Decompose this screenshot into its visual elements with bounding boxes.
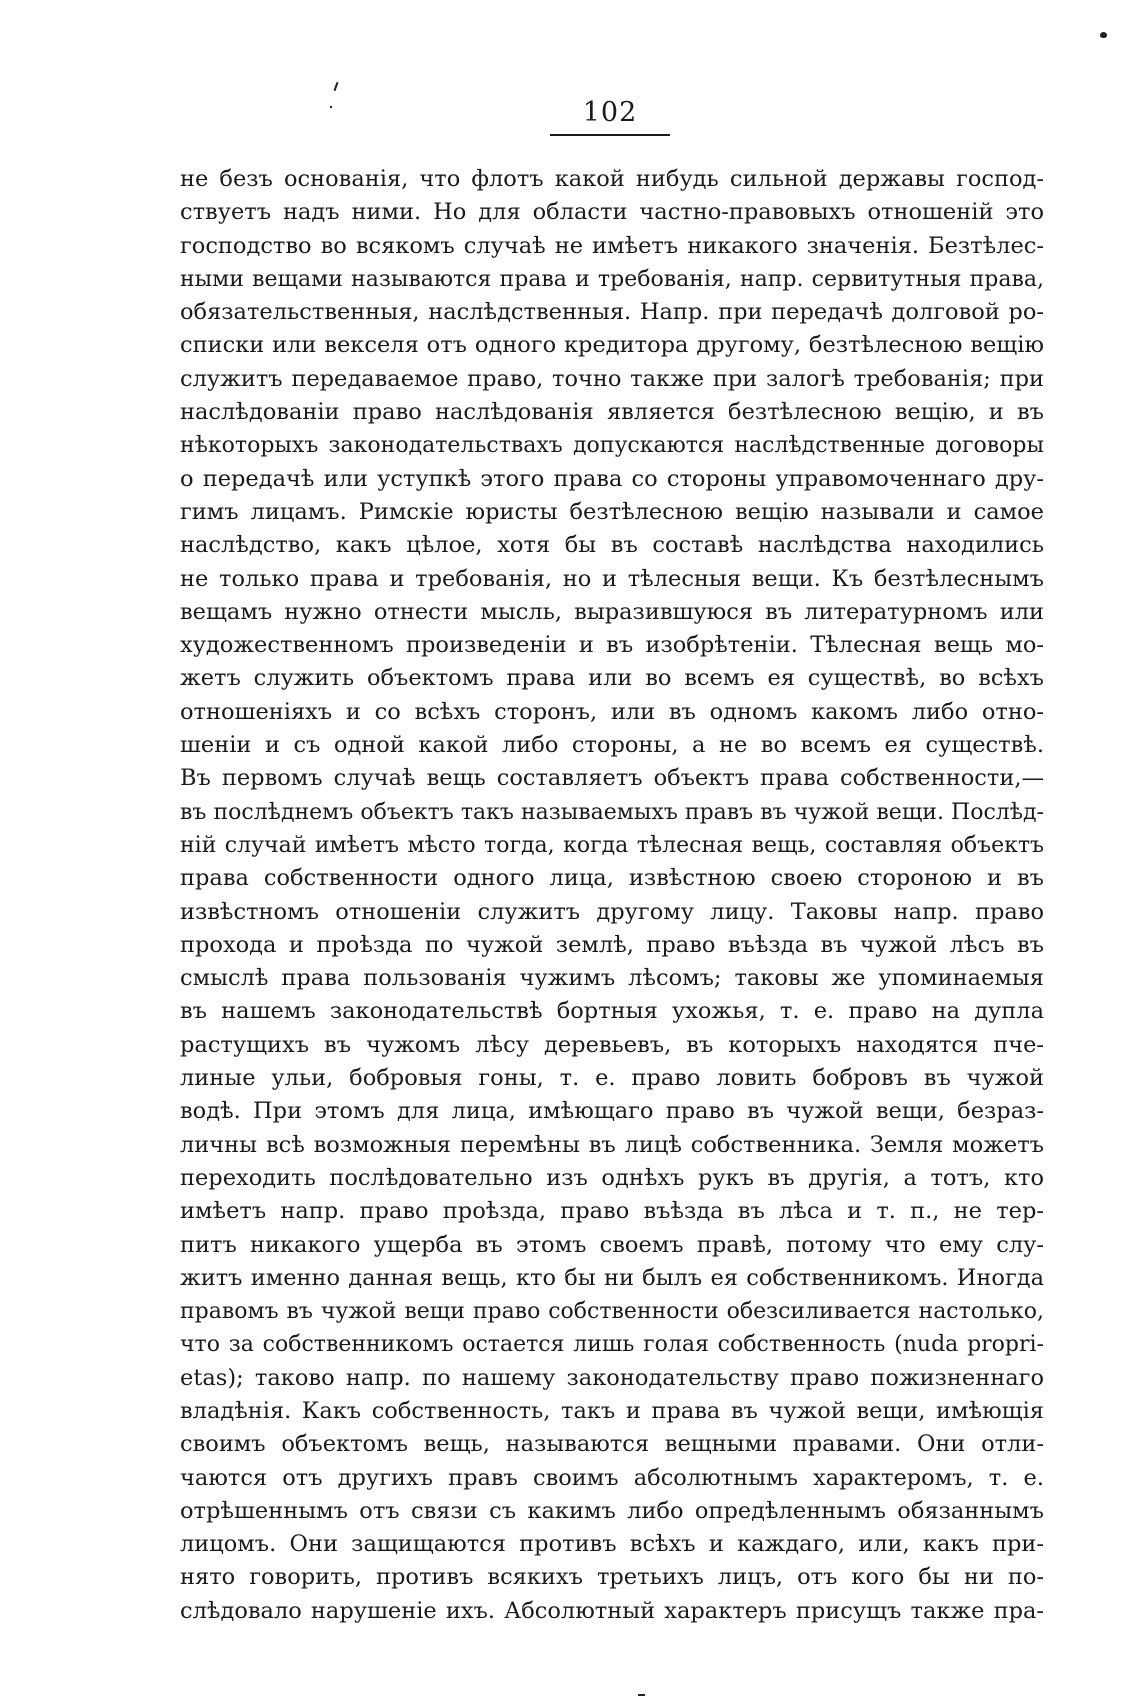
text-line: etas); таково напр. по нашему законодательству право пожизненнаго — [180, 1364, 1044, 1391]
ink-speck — [638, 1694, 645, 1696]
ink-speck — [334, 82, 339, 91]
text-line: господство во всякомъ случаѣ не имѣетъ никакого значенія. Безтѣлес- — [180, 232, 1044, 259]
ink-speck — [330, 106, 332, 108]
text-line: ными вещами называются права и требованія, напр. сервитутныя права, — [180, 266, 1044, 292]
text-line: наслѣдованіи право наслѣдованія является безтѣлесною вещію, и въ — [180, 399, 1044, 426]
text-line: слѣдовало нарушеніе ихъ. Абсолютный характеръ присущъ также пра- — [180, 1597, 1044, 1624]
text-line: служитъ передаваемое право, точно также при залогѣ требованія; при — [180, 365, 1044, 392]
text-line: не безъ основанія, что флотъ какой нибудь сильной державы господ- — [180, 166, 1044, 192]
text-line: прохода и проѣзда по чужой землѣ, право въѣзда въ чужой лѣсъ въ — [180, 931, 1044, 958]
text-line: Въ первомъ случаѣ вещь составляетъ объектъ права собственности,— — [180, 765, 1044, 792]
text-line: жетъ служить объектомъ права или во всемъ ея существѣ, во всѣхъ — [180, 665, 1044, 692]
text-line: своимъ объектомъ вещь, называются вещными правами. Они отли- — [180, 1431, 1044, 1458]
text-line: ствуетъ надъ ними. Но для области частно-правовыхъ отношеній это — [180, 199, 1044, 226]
text-line: права собственности одного лица, извѣстною своею стороною и въ — [180, 865, 1044, 892]
text-line: переходить послѣдовательно изъ однѣхъ рукъ въ другія, а тотъ, кто — [180, 1164, 1044, 1191]
text-line: наслѣдство, какъ цѣлое, хотя бы въ составѣ наслѣдства находились — [180, 532, 1044, 559]
text-line: отрѣшеннымъ отъ связи съ какимъ либо опредѣленнымъ обязаннымъ — [180, 1497, 1044, 1524]
text-line: ній случай имѣетъ мѣсто тогда, когда тѣлесная вещь, составляя объектъ — [180, 832, 1044, 858]
text-line: списки или векселя отъ одного кредитора другому, безтѣлесною вещію — [180, 332, 1044, 359]
text-line: житъ именно данная вещь, кто бы ни былъ ея собственникомъ. Иногда — [180, 1264, 1044, 1291]
text-line: въ нашемъ законодательствѣ бортныя ухожья, т. е. право на дупла — [180, 998, 1044, 1025]
text-line: смыслѣ права пользованія чужимъ лѣсомъ; таковы же упоминаемыя — [180, 965, 1044, 992]
text-line: гимъ лицамъ. Римскіе юристы безтѣлесною вещію называли и самое — [180, 498, 1044, 525]
text-line: обязательственныя, наслѣдственныя. Напр. при передачѣ долговой ро- — [180, 299, 1044, 326]
text-line: водѣ. При этомъ для лица, имѣющаго право въ чужой вещи, безраз- — [180, 1098, 1044, 1125]
text-line: владѣнія. Какъ собственность, такъ и права въ чужой вещи, имѣющія — [180, 1397, 1044, 1424]
text-line: питъ никакого ущерба въ этомъ своемъ правѣ, потому что ему слу- — [180, 1231, 1044, 1258]
page-number: 102 — [582, 97, 638, 128]
text-line: нѣкоторыхъ законодательствахъ допускаются наслѣдственные договоры — [180, 433, 1044, 459]
text-line: линые ульи, бобровыя гоны, т. е. право ловить бобровъ въ чужой — [180, 1065, 1044, 1092]
text-line: имѣетъ напр. право проѣзда, право въѣзда въ лѣса и т. п., не тер- — [180, 1198, 1044, 1225]
text-line: нято говорить, противъ всякихъ третьихъ лицъ, отъ кого бы ни по- — [180, 1564, 1044, 1591]
page-text — [180, 163, 1044, 1628]
text-line: растущихъ въ чужомъ лѣсу деревьевъ, въ которыхъ находятся пче- — [180, 1031, 1044, 1058]
text-line: въ послѣднемъ объектъ такъ называемыхъ правъ въ чужой вещи. Послѣд- — [180, 799, 1044, 825]
text-line: лицомъ. Они защищаются противъ всѣхъ и каждаго, или, какъ при- — [180, 1531, 1044, 1558]
text-line: извѣстномъ отношеніи служитъ другому лицу. Таковы напр. право — [180, 898, 1044, 925]
text-line: правомъ въ чужой вещи право собственности обезсиливается настолько, — [180, 1299, 1044, 1325]
text-line: художественномъ произведеніи и въ изобрѣтеніи. Тѣлесная вещь мо- — [180, 632, 1044, 659]
text-line: что за собственникомъ остается лишь голая собственность (nuda proprі- — [180, 1332, 1044, 1358]
text-line: не только права и требованія, но и тѣлесныя вещи. Къ безтѣлеснымъ — [180, 565, 1044, 592]
header-rule — [550, 134, 670, 136]
text-line: о передачѣ или уступкѣ этого права со стороны управомоченнаго дру- — [180, 465, 1044, 492]
ink-speck — [1100, 32, 1107, 38]
text-line: чаются отъ другихъ правъ своимъ абсолютнымъ характеромъ, т. е. — [180, 1464, 1044, 1491]
text-line: шеніи и съ одной какой либо стороны, а не во всемъ ея существѣ. — [180, 732, 1044, 759]
text-line: личны всѣ возможныя перемѣны въ лицѣ собственника. Земля можетъ — [180, 1131, 1044, 1158]
text-line: отношеніяхъ и со всѣхъ сторонъ, или въ одномъ какомъ либо отно- — [180, 698, 1044, 725]
text-line: вещамъ нужно отнести мысль, выразившуюся въ литературномъ или — [180, 598, 1044, 625]
